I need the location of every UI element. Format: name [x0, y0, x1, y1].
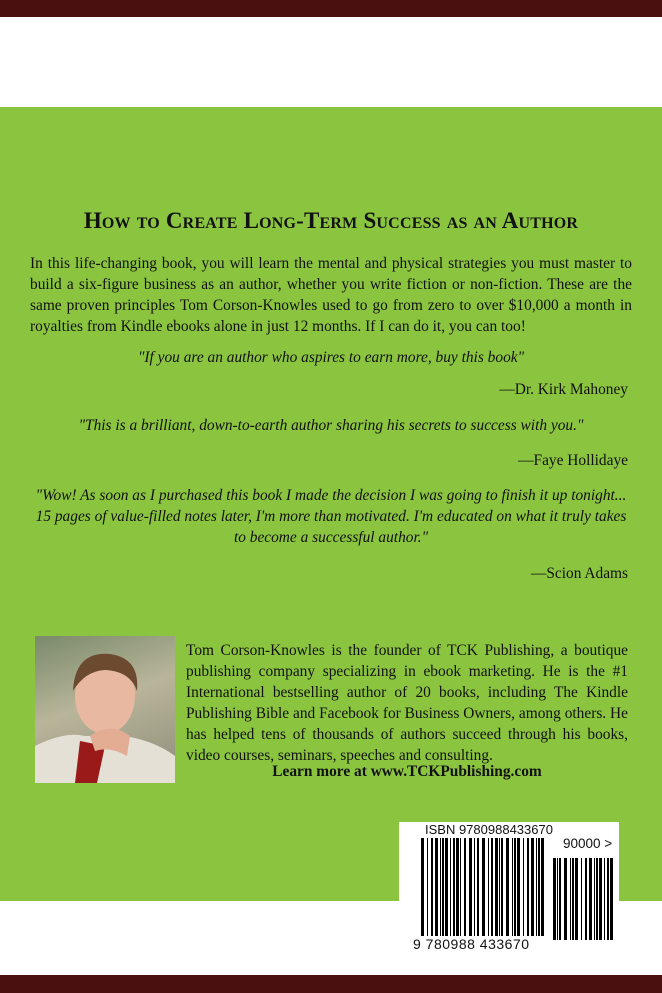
- price-code: 90000 >: [563, 836, 613, 851]
- isbn-label: ISBN 9780988433670: [425, 822, 553, 837]
- testimonial-author: —Scion Adams: [530, 565, 628, 582]
- ean-bars: [421, 838, 546, 948]
- author-bio: Tom Corson-Knowles is the founder of TCK Publishing, a boutique publishing company specializing in ebook marketing. He is the #1 International bestselling author of 20 books, including The Kindle Publishing Bible and Facebook for Business Owners, among others. He has helped tens of thousands of authors succeed through his books, video courses, seminars, speeches and consulting.: [186, 642, 628, 764]
- book-tagline-heading: How to Create Long-Term Success as an Author: [83, 208, 579, 233]
- addon-bars: [553, 858, 613, 940]
- testimonial-author: —Faye Hollidaye: [518, 452, 628, 469]
- website-link[interactable]: Learn more at www.TCKPublishing.com: [272, 763, 542, 780]
- author-photo: [35, 636, 175, 783]
- testimonial-quote: "If you are an author who aspires to earn more, buy this book": [137, 349, 525, 366]
- testimonial-quote: "Wow! As soon as I purchased this book I made the decision I was going to finish it up tonight... 15 pages of value-filled notes later, I'm more than motivated. I'm educated on what it truly takes to become a successful author.": [35, 487, 627, 546]
- isbn-digits: 9 780988 433670: [413, 936, 530, 952]
- description: In this life-changing book, you will learn the mental and physical strategies you must master to build a six-figure business as an author, whether you write fiction or non-fiction. These are the same proven principles Tom Corson-Knowles used to go from zero to over $10,000 a month in royalties from Kindle ebooks alone in just 12 months. If I can do it, you can too!: [30, 255, 632, 335]
- bottom-edge-bar: [0, 975, 662, 993]
- testimonial-quote: "This is a brilliant, down-to-earth author sharing his secrets to success with you.": [78, 417, 584, 434]
- top-edge-bar: [0, 0, 662, 17]
- isbn-barcode: [399, 822, 619, 962]
- testimonial-author: —Dr. Kirk Mahoney: [499, 381, 628, 398]
